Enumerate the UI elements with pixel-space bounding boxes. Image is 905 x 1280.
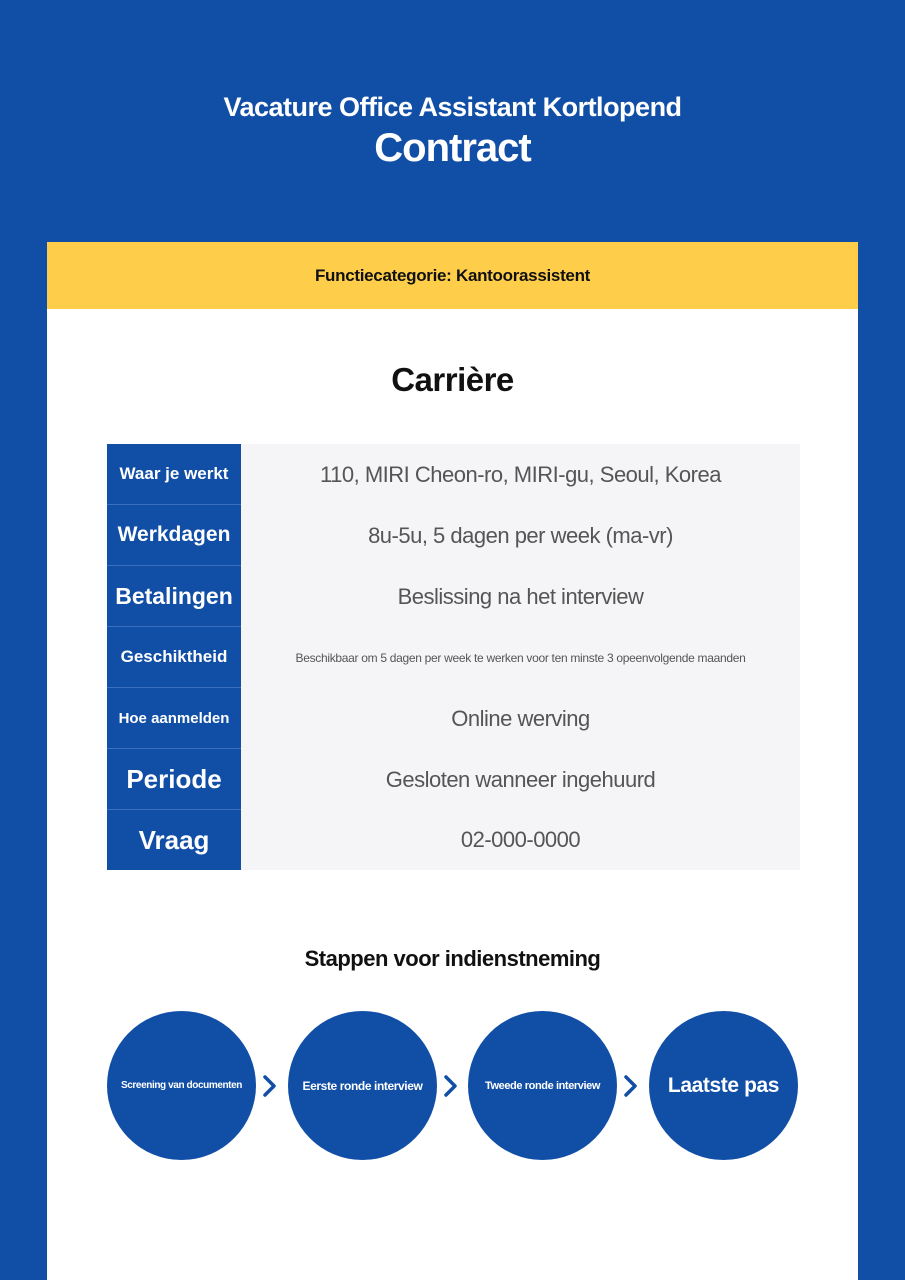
info-label: Werkdagen xyxy=(107,505,241,566)
info-label: Hoe aanmelden xyxy=(107,688,241,749)
chevron-right-icon xyxy=(623,1074,639,1098)
step-circle-4: Laatste pas xyxy=(649,1011,798,1160)
info-row-period xyxy=(107,749,800,810)
info-value: 8u-5u, 5 dagen per week (ma-vr) xyxy=(241,505,800,566)
info-row-payment xyxy=(107,566,800,627)
info-label: Vraag xyxy=(107,810,241,870)
info-label: Betalingen xyxy=(107,566,241,627)
page-title-line2: Contract xyxy=(374,126,531,170)
info-row-workdays xyxy=(107,505,800,566)
category-banner: Functiecategorie: Kantoorassistent xyxy=(47,242,858,309)
info-label: Waar je werkt xyxy=(107,444,241,505)
section-title: Carrière xyxy=(391,361,514,398)
chevron-right-icon xyxy=(443,1074,459,1098)
info-value: 110, MIRI Cheon-ro, MIRI-gu, Seoul, Korea xyxy=(241,444,800,505)
step-circle-3: Tweede ronde interview xyxy=(468,1011,617,1160)
info-value: Beslissing na het interview xyxy=(241,566,800,627)
info-label: Periode xyxy=(107,749,241,810)
step-circle-2: Eerste ronde interview xyxy=(288,1011,437,1160)
steps-title: Stappen voor indienstneming xyxy=(304,946,601,971)
info-row-inquiry xyxy=(107,810,800,870)
info-value: 02-000-0000 xyxy=(241,810,800,870)
page-title-line1: Vacature Office Assistant Kortlopend xyxy=(223,92,682,122)
job-card xyxy=(47,242,858,1280)
info-value: Beschikbaar om 5 dagen per week te werken voor ten minste 3 opeenvolgende maanden xyxy=(241,627,800,688)
step-circle-1: Screening van documenten xyxy=(107,1011,256,1160)
chevron-right-icon xyxy=(262,1074,278,1098)
info-row-how-to-apply xyxy=(107,688,800,749)
info-value: Online werving xyxy=(241,688,800,749)
info-label: Geschiktheid xyxy=(107,627,241,688)
info-row-eligibility xyxy=(107,627,800,688)
info-value: Gesloten wanneer ingehuurd xyxy=(241,749,800,810)
info-table xyxy=(107,444,800,870)
info-row-location xyxy=(107,444,800,505)
